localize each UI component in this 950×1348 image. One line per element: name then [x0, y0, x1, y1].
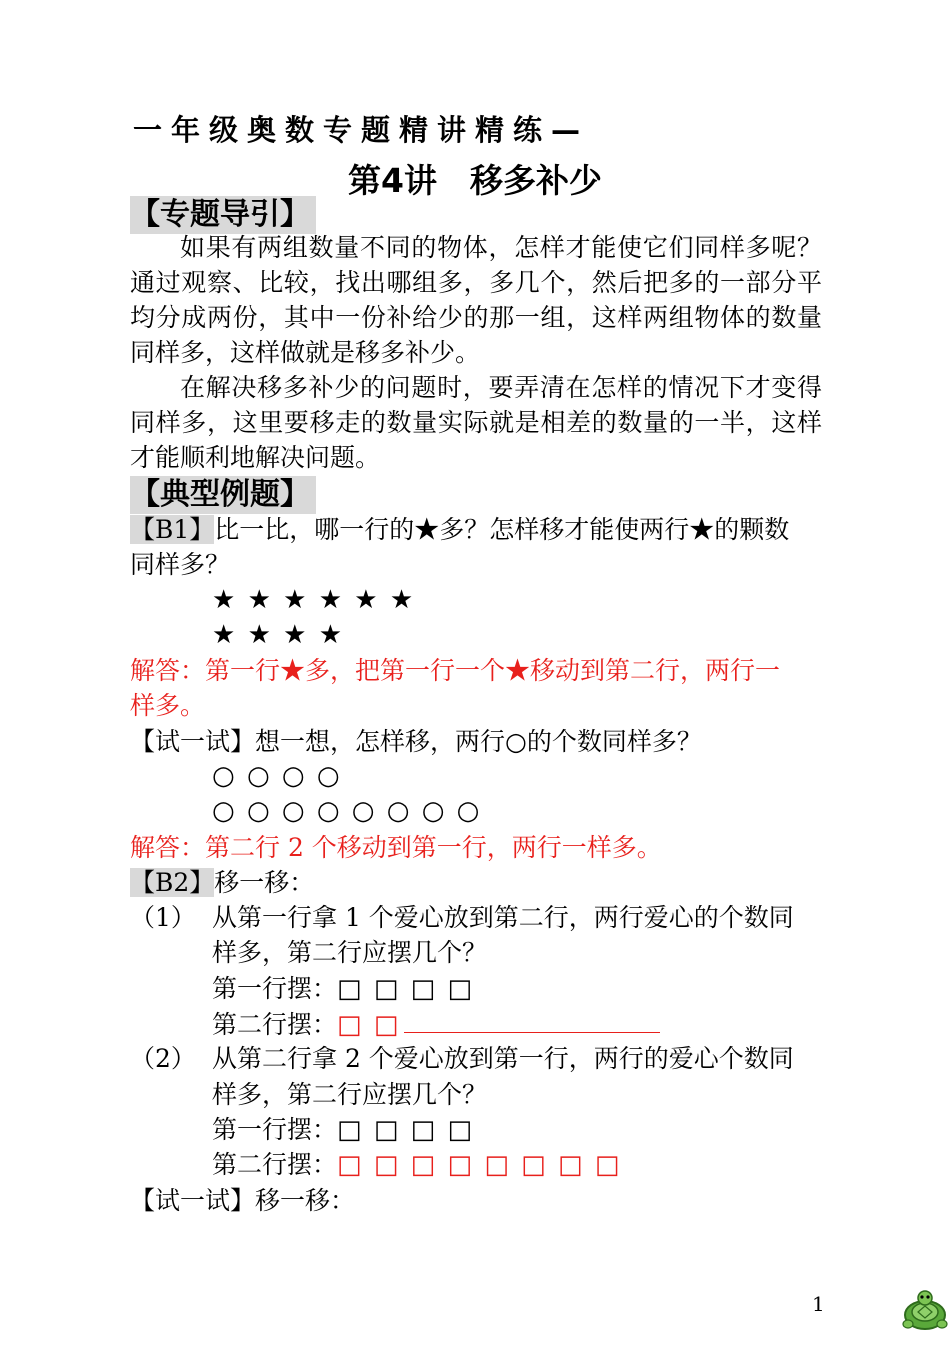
b2-q1-number: （1）: [130, 903, 196, 932]
b2-q1-row-1-label: 第一行摆：: [212, 974, 338, 1003]
b2-q2-line-1: 从第二行拿 2 个爱心放到第一行，两行的爱心个数同: [212, 1044, 794, 1073]
b2-q2-row-2-label: 第二行摆：: [212, 1150, 338, 1179]
b2-q2-number: （2）: [130, 1044, 196, 1073]
b2-q2-row-2: [212, 1147, 621, 1183]
turtle-icon: [900, 1288, 950, 1334]
b1-star-row-2: ★ ★ ★ ★: [212, 620, 345, 650]
try1-circle-row-1: ○ ○ ○ ○: [212, 761, 342, 791]
b2-q2-row-1-label: 第一行摆：: [212, 1115, 338, 1144]
section-heading-examples: 【典型例题】: [130, 476, 316, 514]
b2-q2-line-2: 样多，第二行应摆几个？: [212, 1080, 488, 1109]
b2-q1-line-2: 样多，第二行应摆几个？: [212, 938, 488, 967]
b1-question-line-1: [130, 512, 789, 547]
b2-q1-row-2: [212, 1006, 660, 1043]
b2-tag: 【B2】: [130, 868, 215, 897]
b2-q1-answer-blank: [404, 1006, 660, 1033]
series-title: 一年级奥数专题精讲精练—: [133, 113, 590, 147]
b2-q2-row-2-boxes: □ □ □ □ □ □ □ □: [337, 1150, 622, 1180]
b2-title-line: [130, 865, 314, 900]
b2-q2-row-1: [212, 1112, 474, 1148]
intro-paragraph-1: 如果有两组数量不同的物体，怎样才能使它们同样多呢？通过观察、比较，找出哪组多，多几个，然后把多的一部分平均分成两份，其中一份补给少的那一组，这样两组物体的数量同样多，这样做就是移多补少。: [130, 233, 822, 367]
b1-question-text: 比一比，哪一行的★多？怎样移才能使两行★的颗数: [214, 515, 790, 544]
page-number: 1: [812, 1292, 825, 1316]
b1-question-line-2: 同样多？: [130, 550, 231, 579]
b2-q1-row-1-boxes: □ □ □ □: [337, 974, 475, 1004]
b1-answer-line-1: 解答：第一行★多，把第一行一个★移动到第二行，两行一: [130, 656, 781, 685]
b2-q2-row-1-boxes: □ □ □ □: [337, 1115, 475, 1145]
b2-title: 移一移：: [214, 868, 315, 897]
try1-answer: 解答：第二行 2 个移动到第一行，两行一样多。: [130, 833, 662, 862]
intro-paragraph-2: 在解决移多补少的问题时，要弄清在怎样的情况下才变得同样多，这里要移走的数量实际就是相差的数量的一半，这样才能顺利地解决问题。: [130, 373, 822, 472]
section-heading-intro: 【专题导引】: [130, 196, 316, 234]
b1-tag: 【B1】: [130, 515, 215, 544]
b2-q1-row-1: [212, 971, 474, 1007]
try1-circle-row-2: ○ ○ ○ ○ ○ ○ ○ ○: [212, 796, 482, 826]
b2-q1-row-2-boxes: □ □: [337, 1010, 401, 1040]
b2-q1-row-2-label: 第二行摆：: [212, 1010, 338, 1039]
b2-q1-line-1: 从第一行拿 1 个爱心放到第二行，两行爱心的个数同: [212, 903, 794, 932]
lecture-title: 第4讲 移多补少: [348, 161, 602, 200]
try1-question: 【试一试】想一想，怎样移，两行○的个数同样多？: [130, 727, 702, 756]
b1-answer-line-2: 样多。: [130, 691, 206, 720]
b1-star-row-1: ★ ★ ★ ★ ★ ★: [212, 585, 416, 615]
try2-line: 【试一试】移一移：: [130, 1186, 356, 1215]
